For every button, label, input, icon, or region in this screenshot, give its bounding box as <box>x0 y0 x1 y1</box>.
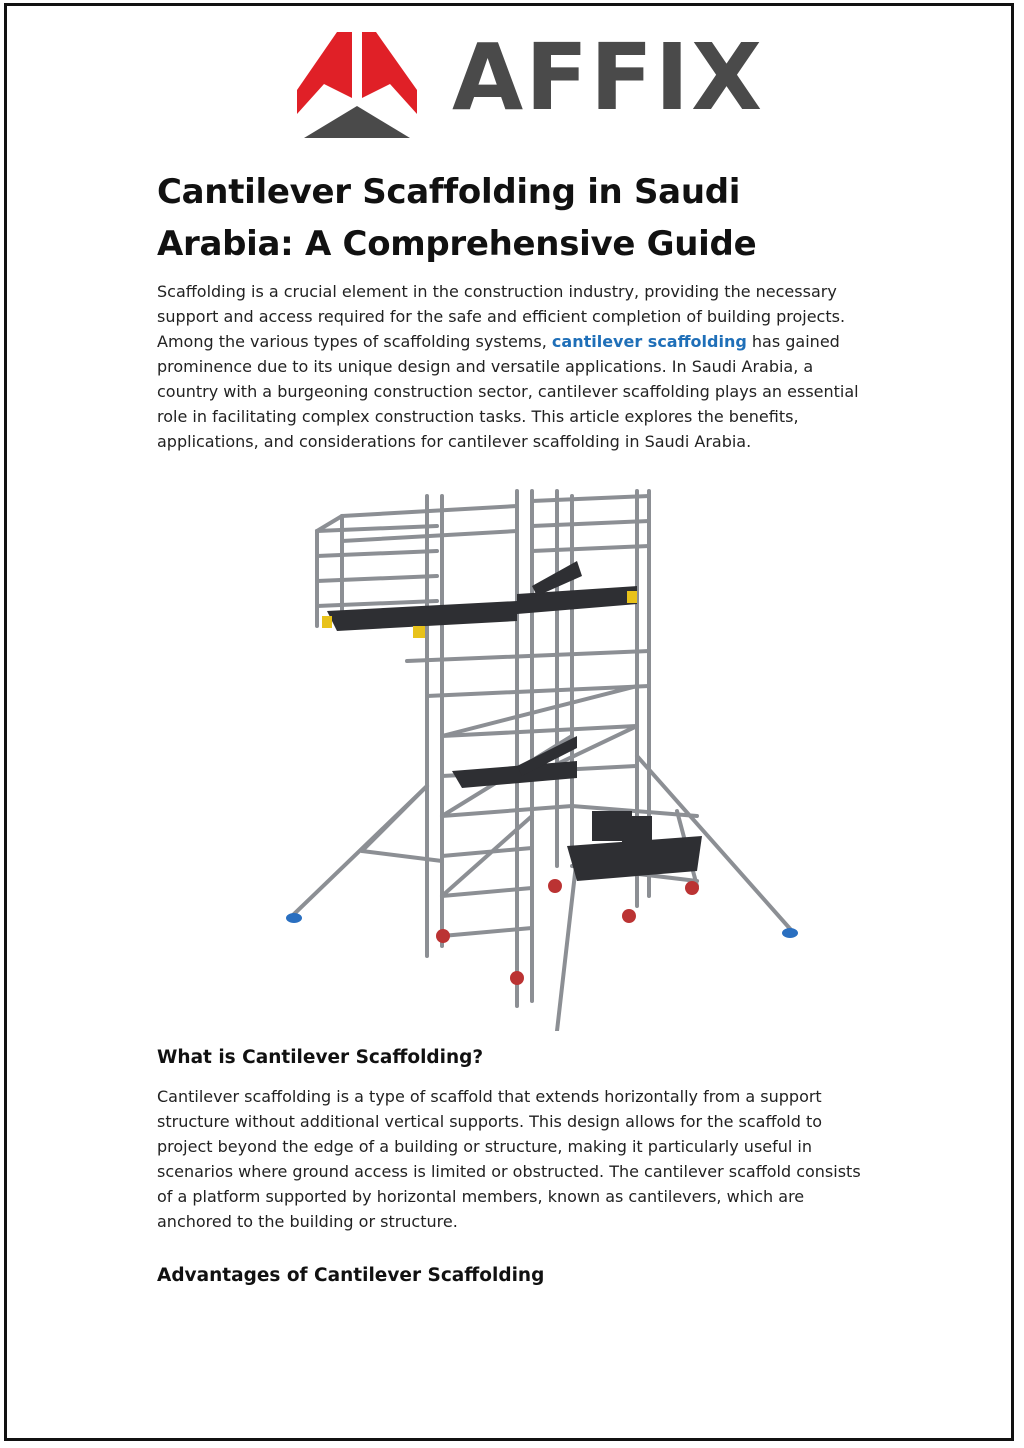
article-title: Cantilever Scaffolding in Saudi Arabia: A Comprehensive Guide <box>157 172 757 264</box>
section-paragraph-what-is: Cantilever scaffolding is a type of scaffold that extends horizontally from a support structure without additional vertical supports. This design allows for the scaffold to project beyond the edge of a building or structure, making it particularly useful in scenarios where ground access is limited or obstructed. The cantilever scaffold consists of a platform supported by horizontal members, known as cantilevers, which are anchored to the building or structure. <box>157 1087 861 1231</box>
section-advantages <box>157 1262 869 1290</box>
section-what-is-body <box>157 1084 869 1234</box>
brand-name: AFFIX <box>452 24 765 131</box>
scaffold-tower-illustration-icon <box>277 486 807 1031</box>
article-title-block <box>157 166 869 270</box>
scaffold-figure <box>277 486 807 1031</box>
intro-text-before: Scaffolding is a crucial element in the construction industry, providing the necessary support and access required for the safe and efficient completion of building projects. Among the various types of scaffolding systems, <box>157 282 846 351</box>
document-page <box>4 3 1014 1441</box>
cantilever-scaffolding-link[interactable]: cantilever scaffolding <box>551 332 747 351</box>
affix-logo <box>292 24 765 142</box>
intro-paragraph-block <box>157 279 869 454</box>
intro-text-after: has gained prominence due to its unique design and versatile applications. In Saudi Arabia, a country with a burgeoning construction sector, cantilever scaffolding plays an essential role in facilitating complex construction tasks. This article explores the benefits, applications, and considerations for cantilever scaffolding in Saudi Arabia. <box>157 332 859 451</box>
intro-paragraph <box>157 279 869 454</box>
section-heading-advantages: Advantages of Cantilever Scaffolding <box>157 1265 545 1286</box>
section-heading-what-is: What is Cantilever Scaffolding? <box>157 1047 484 1068</box>
affix-logo-mark-icon <box>292 26 422 142</box>
section-what-is <box>157 1044 869 1072</box>
